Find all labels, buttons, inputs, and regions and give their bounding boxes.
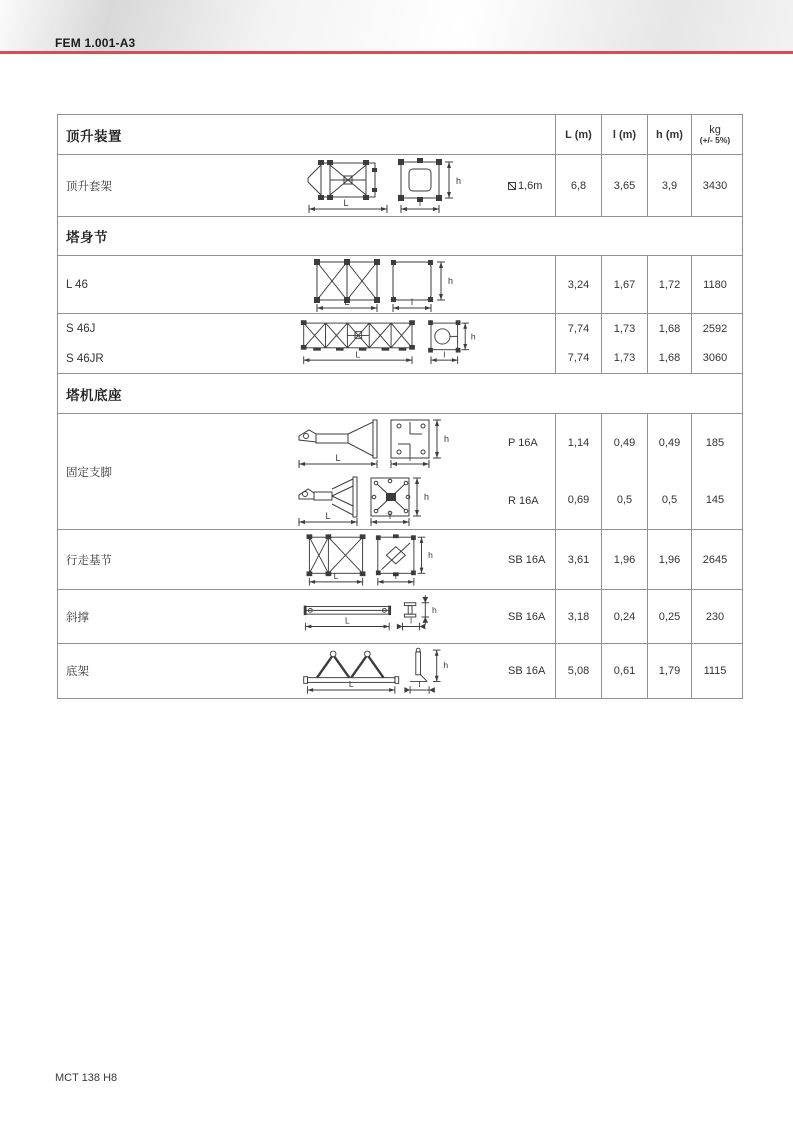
value-l-s46j: 1,73 [613,322,636,335]
row-label: 斜撑 [66,611,89,624]
row-label: 底架 [66,666,89,678]
value-kg: 2645 [691,530,738,589]
value-h: 1,96 [647,530,691,589]
components-spec-table [57,114,743,699]
value-h-s46jr: 1,68 [658,352,681,365]
value-L: 5,08 [555,644,601,698]
svg-text:h: h [470,330,476,341]
p16a-fixing-foot-drawing [293,415,493,471]
travel-base-drawing [298,531,488,589]
value-kg: 1180 [691,256,738,313]
crane-model-footer: MCT 138 H8 [55,1072,118,1084]
svg-text:h: h [447,275,453,286]
value-l: 0,24 [601,590,647,643]
row-brace [58,589,742,643]
square-section-icon [508,182,516,190]
svg-text:h: h [443,660,449,671]
section-row-base [58,373,742,413]
svg-text:h: h [444,433,450,444]
value-L: 3,24 [555,256,601,313]
svg-text:L: L [325,510,331,521]
value-l: 1,67 [601,256,647,313]
svg-text:L: L [355,348,361,359]
svg-text:l: l [389,510,391,521]
row-label: 行走基节 [66,554,112,567]
row-jacking-cage [58,154,742,216]
row-fixed-feet [58,413,742,529]
col-header-L: L (m) [555,115,601,154]
col-header-kg: kg (+/- 5%) [691,115,738,154]
variant-brace: SB 16A [508,610,546,623]
value-h: 3,9 [647,155,691,216]
value-L: 3,61 [555,530,601,589]
value-kg-s46j: 2592 [702,322,728,335]
svg-text:l: l [443,348,446,359]
jacking-cage-drawing [301,156,486,216]
value-l-r16a: 0,5 [616,494,633,507]
value-l: 3,65 [601,155,647,216]
row-label: 顶升套架 [66,180,112,193]
svg-text:l: l [394,570,397,581]
table-header-row [58,115,742,154]
row-label-s46jr: S 46JR [66,352,104,365]
value-l: 1,96 [601,530,647,589]
svg-text:l: l [410,615,413,626]
row-l46 [58,255,742,313]
svg-text:l: l [410,296,413,307]
section-size-note: 1,6m [488,180,555,192]
value-h: 0,25 [647,590,691,643]
brace-drawing [298,591,488,643]
value-L-s46j: 7,74 [567,322,590,335]
value-L-r16a: 0,69 [567,494,590,507]
section-title-mast-sections: 塔身节 [66,230,108,245]
row-label: 固定支脚 [66,466,112,479]
row-chassis [58,643,742,698]
value-L: 3,18 [555,590,601,643]
section-title-jacking-device: 顶升装置 [66,128,122,144]
chassis-drawing [298,644,488,698]
value-L: 6,8 [555,155,601,216]
svg-text:L: L [333,570,339,581]
value-kg: 1115 [691,644,738,698]
s46-drawing [298,314,488,374]
svg-text:L: L [342,197,349,208]
variant-r16a: R 16A [508,494,539,507]
row-label-s46j: S 46J [66,322,96,335]
value-l: 0,61 [601,644,647,698]
svg-text:L: L [335,452,341,463]
svg-text:h: h [428,549,433,560]
jacking-cage-diagram [298,156,488,216]
value-l-s46jr: 1,73 [613,352,636,365]
row-label: L 46 [66,278,88,291]
value-h-p16a: 0,49 [658,436,681,449]
svg-text:l: l [418,197,421,208]
value-h: 1,79 [647,644,691,698]
value-kg: 3430 [691,155,738,216]
value-h: 1,72 [647,256,691,313]
svg-text:h: h [431,604,437,615]
svg-text:L: L [343,296,350,307]
page-header-band [0,0,793,54]
row-s46 [58,313,742,373]
section-title-crane-base: 塔机底座 [66,387,122,403]
variant-chassis: SB 16A [508,665,546,677]
svg-text:L: L [345,615,350,626]
l46-drawing [301,256,486,314]
value-h-r16a: 0,5 [661,494,678,507]
value-kg-s46jr: 3060 [702,352,728,365]
l46-diagram [298,256,488,314]
value-h-s46j: 1,68 [658,322,681,335]
value-L-p16a: 1,14 [567,436,590,449]
value-kg-p16a: 185 [705,436,725,449]
col-header-l: l (m) [601,115,647,154]
variant-p16a: P 16A [508,436,538,449]
svg-text:L: L [348,679,354,690]
value-l-p16a: 0,49 [613,436,636,449]
svg-text:l: l [418,679,421,690]
value-L-s46jr: 7,74 [567,352,590,365]
fem-standard-code: FEM 1.001-A3 [55,36,136,50]
section-row-mast [58,216,742,255]
s46-diagram [298,314,488,374]
variant-travel-base: SB 16A [508,553,546,566]
value-kg: 230 [691,590,738,643]
r16a-fixing-foot-drawing [293,473,493,529]
row-travel-base [58,529,742,589]
svg-text:h: h [455,175,461,186]
value-kg-r16a: 145 [705,494,725,507]
col-header-h: h (m) [647,115,691,154]
svg-text:l: l [409,452,411,463]
svg-text:h: h [424,491,430,502]
